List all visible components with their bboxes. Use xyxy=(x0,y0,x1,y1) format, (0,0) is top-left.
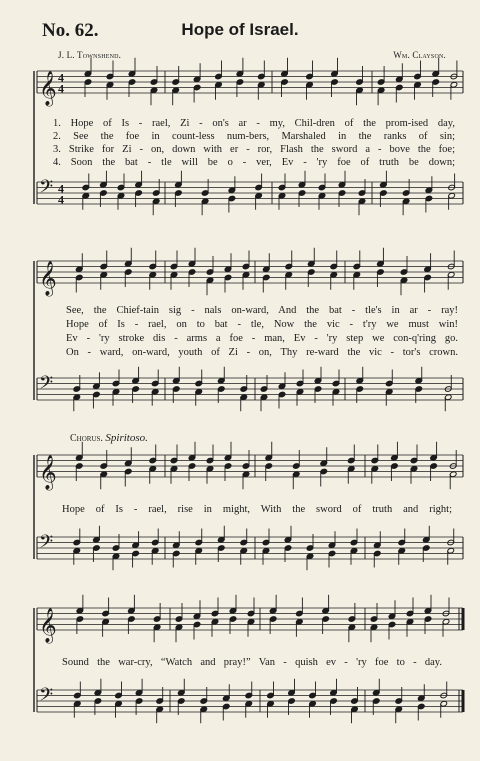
chorus-label: Chorus. xyxy=(70,433,103,444)
lyricist-credit: J. L. Townshend. xyxy=(58,50,122,60)
time-signature-bottom: 4 xyxy=(58,192,64,207)
verse-1-line-1: 1. Hope of Is - rael, Zi - on's ar - my, Chil-dren of the prom-ised day, xyxy=(53,118,455,129)
verse-3-line-2: Ev - 'ry stroke dis - arms a foe - man, Ev - 'ry step we con-q'ring go. xyxy=(66,333,458,344)
hymn-number: No. 62. xyxy=(42,20,99,41)
bass-clef: 𝄢 xyxy=(39,685,54,710)
time-signature-top: 4 xyxy=(58,181,64,196)
verse-1-line-2: See, the Chief-tain sig - nals on-ward, And the bat - tle's in ar - ray! xyxy=(66,305,458,316)
treble-clef: 𝄞 xyxy=(39,71,57,106)
composer-credit: Wm. Clayson. xyxy=(393,50,446,60)
treble-clef: 𝄞 xyxy=(39,608,57,643)
verse-2-line-2: Hope of Is - rael, on to bat - tle, Now the vic - t'ry we must win! xyxy=(66,319,458,330)
chorus-line-1: Hope of Is - rael, rise in might, With the sword of truth and right; xyxy=(62,504,452,515)
chorus-heading xyxy=(70,432,148,444)
verse-4-line-2: On - ward, on-ward, youth of Zi - on, Thy re-ward the vic - tor's crown. xyxy=(66,347,458,358)
treble-clef: 𝄞 xyxy=(39,261,57,296)
time-signature-bottom: 4 xyxy=(58,81,64,96)
verse-3-line-1: 3. Strike for Zi - on, down with er - ror, Flash the sword a - bove the foe; xyxy=(53,144,455,155)
hymn-title: Hope of Israel. xyxy=(181,20,299,39)
verse-2-line-1: 2. See the foe in count-less num-bers, Marshaled in the ranks of sin; xyxy=(53,131,455,142)
verse-4-line-1: 4. Soon the bat - tle will be o - ver, Ev - 'ry foe of truth be down; xyxy=(53,157,455,168)
bass-clef: 𝄢 xyxy=(39,177,54,202)
chorus-line-2: Sound the war-cry, “Watch and pray!” Van - quish ev - 'ry foe to - day. xyxy=(62,657,442,668)
time-signature-top: 4 xyxy=(58,70,64,85)
treble-clef: 𝄞 xyxy=(39,455,57,490)
bass-clef: 𝄢 xyxy=(39,532,54,557)
tempo-marking: Spiritoso. xyxy=(105,432,148,444)
bass-clef: 𝄢 xyxy=(39,373,54,398)
